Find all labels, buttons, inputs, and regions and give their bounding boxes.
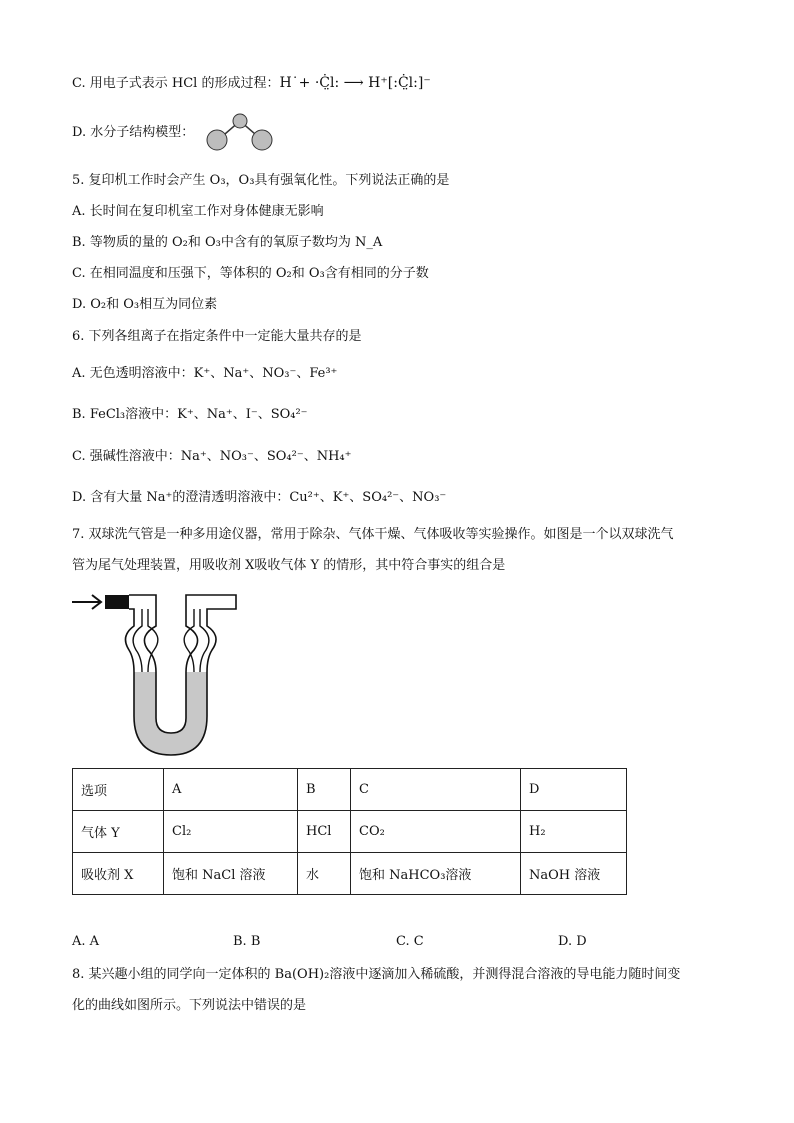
q7-stem-line2: 管为尾气处理装置，用吸收剂 X吸收气体 Y 的情形，其中符合事实的组合是 [72,558,506,573]
q7-answer-b: B. B [233,934,261,949]
table-cell: Cl₂ [164,811,298,853]
table-row [73,853,627,895]
q7-stem-line1: 7. 双球洗气管是一种多用途仪器，常用于除杂、气体干燥、气体吸收等实验操作。如图是一个以双球洗气 [72,527,674,542]
table-row [73,811,627,853]
q7-options-table [72,768,627,895]
table-cell: CO₂ [351,811,521,853]
q6-option-b: B. FeCl₃溶液中：K⁺、Na⁺、I⁻、SO₄²⁻ [72,407,308,422]
table-cell: 选项 [73,769,164,811]
table-cell: A [164,769,298,811]
table-cell: B [298,769,351,811]
oxygen-atom [233,114,247,128]
table-cell: H₂ [521,811,627,853]
hydrogen-atom-left [207,130,227,150]
q4-option-d-label: D. 水分子结构模型： [72,125,195,140]
table-row [73,769,627,811]
q5-option-a: A. 长时间在复印机室工作对身体健康无影响 [72,204,324,219]
q5-option-c: C. 在相同温度和压强下，等体积的 O₂和 O₃含有相同的分子数 [72,266,429,281]
double-bulb-wash-tube-figure [70,588,250,760]
q7-answer-c: C. C [396,934,424,949]
q8-stem-line1: 8. 某兴趣小组的同学向一定体积的 Ba(OH)₂溶液中逐滴加入稀硫酸，并测得混合溶液的导电能力随时间变 [72,967,681,982]
table-cell: 吸收剂 X [73,853,164,895]
table-cell: NaOH 溶液 [521,853,627,895]
table-cell: 饱和 NaHCO₃溶液 [351,853,521,895]
q7-answer-d: D. D [558,934,587,949]
table-cell: 水 [298,853,351,895]
q5-stem: 5. 复印机工作时会产生 O₃，O₃具有强氧化性。下列说法正确的是 [72,173,450,188]
q4-option-c-label: C. 用电子式表示 HCl 的形成过程： [72,76,280,91]
q4-option-d [72,124,194,142]
q7-answer-a: A. A [72,934,100,949]
q5-option-d: D. O₂和 O₃相互为同位素 [72,297,218,312]
q6-option-d: D. 含有大量 Na⁺的澄清透明溶液中：Cu²⁺、K⁺、SO₄²⁻、NO₃⁻ [72,490,447,505]
absorbent-liquid [134,672,207,755]
q8-stem-line2: 化的曲线如图所示。下列说法中错误的是 [72,998,307,1013]
q4-option-c [72,74,431,93]
table-cell: C [351,769,521,811]
q5-option-b: B. 等物质的量的 O₂和 O₃中含有的氧原子数均为 N_A [72,235,383,250]
table-cell: 气体 Y [73,811,164,853]
q6-stem: 6. 下列各组离子在指定条件中一定能大量共存的是 [72,329,362,344]
table-cell: D [521,769,627,811]
table-cell: 饱和 NaCl 溶液 [164,853,298,895]
q6-option-c: C. 强碱性溶液中：Na⁺、NO₃⁻、SO₄²⁻、NH₄⁺ [72,449,352,464]
stopper [105,595,129,609]
hydrogen-atom-right [252,130,272,150]
table-cell: HCl [298,811,351,853]
hcl-electron-formula: H˙+ ·Ċ̤l: ⟶ H⁺[:Ċ̤l:]⁻ [279,75,431,91]
water-molecule-model [200,108,280,156]
q6-option-a: A. 无色透明溶液中：K⁺、Na⁺、NO₃⁻、Fe³⁺ [72,366,338,381]
